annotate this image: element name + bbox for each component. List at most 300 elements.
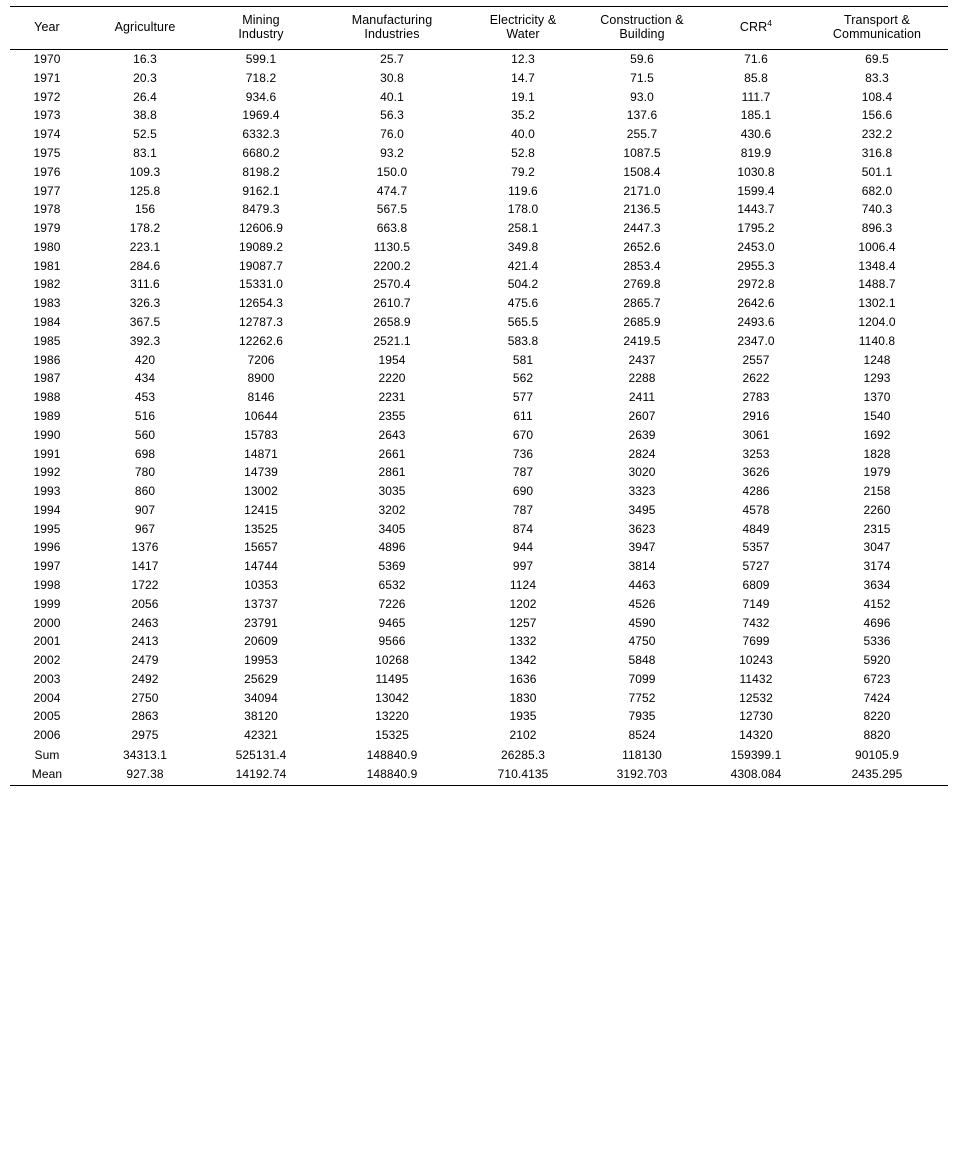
table-cell: 34313.1: [122, 747, 168, 762]
table-row: [10, 444, 948, 463]
table-cell: 567.5: [376, 202, 408, 217]
table-cell: 1332: [509, 634, 537, 649]
table-cell: 137.6: [626, 108, 658, 123]
table-cell: 185.1: [740, 108, 772, 123]
table-cell: 967: [134, 521, 156, 536]
table-row: [10, 332, 948, 351]
table-cell: 5848: [628, 653, 656, 668]
row-label: 1973: [33, 108, 61, 123]
table-cell: 12262.6: [238, 333, 284, 348]
column-header-2: [206, 7, 316, 50]
table-cell: 19.1: [511, 89, 535, 104]
table-cell: 16.3: [133, 52, 157, 67]
table-cell: 10243: [739, 653, 773, 668]
table-cell: 2521.1: [373, 333, 411, 348]
table-cell: 434: [134, 371, 156, 386]
column-header-line1: Electricity &: [489, 13, 557, 27]
table-row: [10, 88, 948, 107]
table-cell: 710.4135: [468, 765, 578, 786]
table-cell: 1342: [509, 653, 537, 668]
row-label: 1986: [33, 352, 61, 367]
table-cell: 907: [134, 502, 156, 517]
table-cell: 430.6: [740, 127, 772, 142]
table-cell: 118130: [622, 747, 662, 762]
table-cell: 670: [512, 427, 534, 442]
table-cell: 25629: [244, 671, 278, 686]
table-cell: 8524: [628, 728, 656, 743]
table-row: [10, 501, 948, 520]
table-cell: 392.3: [129, 333, 161, 348]
table-cell: 3634: [863, 577, 891, 592]
table-cell: 3495: [628, 502, 656, 517]
table-cell: 2955.3: [737, 258, 775, 273]
table-cell: 4750: [628, 634, 656, 649]
table-cell: 1302.1: [858, 296, 896, 311]
table-cell: 1030.8: [737, 164, 775, 179]
table-cell: 7149: [742, 596, 770, 611]
table-cell: 8479.3: [242, 202, 280, 217]
table-cell: 611: [513, 408, 533, 423]
table-cell: 3623: [628, 521, 656, 536]
table-cell: 2824: [628, 446, 656, 461]
table-row: [10, 632, 948, 651]
table-cell: 6332.3: [242, 127, 280, 142]
table-cell: 79.2: [511, 164, 535, 179]
table-cell: 1828: [863, 446, 891, 461]
table-cell: 3814: [628, 559, 656, 574]
row-label: Mean: [10, 765, 84, 786]
table-cell: 12787.3: [238, 315, 284, 330]
table-row: [10, 275, 948, 294]
table-cell: 13737: [244, 596, 278, 611]
table-row: [10, 557, 948, 576]
table-cell: 10268: [375, 653, 409, 668]
column-header-line1: Manufacturing: [351, 13, 433, 27]
table-cell: 682.0: [861, 183, 893, 198]
table-cell: 1130.5: [373, 239, 411, 254]
table-cell: 3253: [742, 446, 770, 461]
table-cell: 8820: [863, 728, 891, 743]
table-cell: 7206: [247, 352, 275, 367]
table-cell: 34094: [244, 690, 278, 705]
table-cell: 4526: [628, 596, 656, 611]
table-cell: 577: [512, 390, 534, 405]
table-cell: 93.2: [380, 146, 404, 160]
table-cell: 1722: [131, 577, 159, 592]
table-cell: 4849: [742, 521, 770, 536]
table-row: [10, 351, 948, 370]
table-cell: 1087.5: [623, 146, 661, 160]
table-cell: 9465: [378, 615, 406, 630]
table-cell: 944: [512, 540, 534, 555]
table-cell: 8220: [863, 709, 891, 724]
table-cell: 178.0: [507, 202, 539, 217]
table-cell: 2447.3: [623, 221, 661, 236]
row-label: 1997: [33, 559, 61, 574]
table-cell: 7099: [628, 671, 656, 686]
table-cell: 2652.6: [623, 239, 661, 254]
table-cell: 1202: [509, 596, 537, 611]
row-label: 1975: [33, 146, 61, 160]
table-cell: 2769.8: [623, 277, 661, 292]
table-cell: 232.2: [861, 127, 893, 142]
table-cell: 19087.7: [238, 258, 284, 273]
table-cell: 3202: [378, 502, 406, 517]
table-cell: 1935: [509, 709, 537, 724]
table-cell: 52.8: [511, 146, 535, 160]
row-label: 1979: [33, 221, 61, 236]
row-label: 1971: [33, 70, 61, 85]
table-cell: 3174: [863, 559, 891, 574]
table-cell: 23791: [244, 615, 278, 630]
table-cell: 9162.1: [242, 183, 280, 198]
table-row: [10, 595, 948, 614]
column-header-line1: Year: [34, 20, 60, 34]
table-row: [10, 313, 948, 332]
table-cell: 71.6: [744, 52, 768, 67]
table-cell: 581: [512, 352, 534, 367]
table-cell: 26.4: [133, 89, 157, 104]
table-row: [10, 125, 948, 144]
table-cell: 583.8: [507, 333, 539, 348]
table-row: [10, 689, 948, 708]
table-cell: 90105.9: [854, 747, 900, 762]
table-cell: 83.1: [133, 146, 157, 160]
row-label: 1985: [33, 333, 61, 348]
table-cell: 6723: [863, 671, 891, 686]
table-cell: 7935: [628, 709, 656, 724]
table-cell: 14320: [739, 728, 773, 743]
table-cell: 504.2: [507, 277, 539, 292]
table-cell: 2435.295: [806, 765, 948, 786]
table-cell: 3323: [628, 484, 656, 499]
table-cell: 2783: [742, 390, 770, 405]
table-cell: 4286: [742, 484, 770, 499]
table-cell: 59.6: [630, 52, 654, 67]
row-label: 1996: [33, 540, 61, 555]
table-cell: 12730: [739, 709, 773, 724]
table-row: [10, 576, 948, 595]
table-cell: 108.4: [861, 89, 893, 104]
table-cell: 2056: [131, 596, 159, 611]
table-cell: 11432: [739, 671, 773, 686]
table-cell: 475.6: [507, 296, 539, 311]
table-cell: 1692: [863, 427, 891, 442]
column-header-line2: Industries: [364, 27, 420, 41]
table-cell: 11495: [375, 671, 409, 686]
table-cell: 7699: [742, 634, 770, 649]
table-row: [10, 407, 948, 426]
table-cell: 13002: [244, 484, 278, 499]
table-cell: 3405: [378, 521, 406, 536]
table-cell: 5357: [742, 540, 770, 555]
column-header-line1: Construction &: [600, 13, 684, 27]
table-cell: 2972.8: [737, 277, 775, 292]
row-label: 2003: [33, 671, 61, 686]
table-cell: 718.2: [245, 70, 277, 85]
row-label: 1988: [33, 390, 61, 405]
table-cell: 4308.084: [706, 765, 806, 786]
row-label: 1989: [33, 408, 61, 423]
table-cell: 311.6: [130, 277, 160, 292]
row-label: 1992: [33, 465, 61, 480]
table-cell: 13525: [244, 521, 278, 536]
column-header-7: [806, 7, 948, 50]
table-row: [10, 388, 948, 407]
table-cell: 1969.4: [242, 108, 280, 123]
table-cell: 740.3: [861, 202, 893, 217]
table-cell: 3947: [628, 540, 656, 555]
row-label: 1972: [33, 89, 61, 104]
table-cell: 56.3: [380, 108, 404, 123]
table-cell: 69.5: [865, 52, 889, 67]
table-cell: 3192.703: [578, 765, 706, 786]
row-label: 2004: [33, 690, 61, 705]
table-cell: 453: [134, 390, 156, 405]
table-cell: 7432: [742, 615, 770, 630]
table-cell: 874: [512, 521, 534, 536]
table-cell: 148840.9: [366, 747, 418, 762]
column-header-line1: Agriculture: [114, 20, 176, 34]
row-label: 1987: [33, 371, 61, 386]
table-cell: 12.3: [511, 52, 535, 67]
table-cell: 1540: [863, 408, 891, 423]
table-cell: 83.3: [865, 70, 889, 85]
row-label: 1976: [33, 164, 61, 179]
table-cell: 2479: [131, 653, 159, 668]
table-cell: 119.6: [508, 183, 538, 198]
table-cell: 8146: [247, 390, 275, 405]
table-cell: 1140.8: [858, 333, 896, 348]
table-cell: 40.1: [380, 89, 404, 104]
table-row: [10, 369, 948, 388]
table-row: [10, 707, 948, 726]
table-row: [10, 613, 948, 632]
table-cell: 5336: [863, 634, 891, 649]
table-cell: 2158: [863, 484, 891, 499]
table-cell: 26285.3: [500, 747, 546, 762]
table-cell: 1443.7: [737, 202, 775, 217]
table-cell: 1348.4: [858, 258, 896, 273]
table-row: [10, 69, 948, 88]
table-row: [10, 651, 948, 670]
table-cell: 349.8: [507, 239, 539, 254]
table-cell: 4152: [863, 596, 891, 611]
table-cell: 1636: [509, 671, 537, 686]
table-cell: 14739: [244, 465, 278, 480]
table-cell: 15657: [244, 540, 278, 555]
table-row: [10, 426, 948, 445]
table-cell: 736: [512, 446, 534, 461]
table-cell: 156.6: [861, 108, 893, 123]
column-header-line1: CRR$^4$: [739, 17, 773, 34]
table-cell: 10353: [244, 577, 278, 592]
statistics-table: [10, 6, 948, 786]
table-cell: 14871: [244, 446, 278, 461]
table-cell: 7424: [863, 690, 891, 705]
table-cell: 1257: [509, 615, 537, 630]
table-cell: 1488.7: [858, 277, 896, 292]
table-cell: 5369: [378, 559, 406, 574]
table-cell: 10644: [244, 408, 278, 423]
table-cell: 1508.4: [623, 164, 661, 179]
table-cell: 42321: [244, 728, 278, 743]
table-cell: 2642.6: [737, 296, 775, 311]
table-cell: 14192.74: [206, 765, 316, 786]
table-cell: 2750: [131, 690, 159, 705]
table-cell: 2853.4: [623, 258, 661, 273]
table-cell: 1954: [378, 352, 406, 367]
table-cell: 14744: [244, 559, 278, 574]
table-cell: 93.0: [630, 89, 654, 104]
table-cell: 2260: [863, 502, 891, 517]
table-cell: 15325: [375, 728, 409, 743]
row-label: 1978: [33, 202, 61, 217]
table-cell: 8198.2: [242, 164, 280, 179]
table-cell: 2863: [131, 709, 159, 724]
table-cell: 2136.5: [623, 202, 661, 217]
table-cell: 3047: [863, 540, 891, 555]
table-cell: 2861: [378, 465, 406, 480]
row-label: 1990: [33, 427, 61, 442]
table-cell: 3061: [742, 427, 770, 442]
table-cell: 1204.0: [858, 315, 896, 330]
table-cell: 316.8: [861, 146, 893, 160]
row-label: 2001: [33, 634, 61, 649]
table-cell: 7752: [628, 690, 656, 705]
table-row: [10, 238, 948, 257]
column-header-line2: Industry: [238, 27, 284, 41]
row-label: 2005: [33, 709, 61, 724]
table-cell: 927.38: [84, 765, 206, 786]
table-cell: 819.9: [740, 146, 772, 160]
table-cell: 2975: [131, 728, 159, 743]
column-header-5: [578, 7, 706, 50]
table-cell: 125.8: [129, 183, 161, 198]
table-cell: 474.7: [376, 183, 408, 198]
row-label: 1981: [33, 258, 61, 273]
column-header-4: [468, 7, 578, 50]
table-row: [10, 200, 948, 219]
table-row: [10, 181, 948, 200]
table-cell: 2639: [628, 427, 656, 442]
table-row: [10, 257, 948, 276]
footnote-marker: 4: [767, 17, 773, 28]
table-cell: 6532: [378, 577, 406, 592]
table-cell: 2200.2: [373, 258, 411, 273]
column-header-3: [316, 7, 468, 50]
table-cell: 255.7: [626, 127, 658, 142]
table-cell: 15331.0: [238, 277, 284, 292]
table-cell: 2419.5: [623, 333, 661, 348]
row-label: 1977: [33, 183, 61, 198]
table-cell: 1376: [131, 540, 159, 555]
table-cell: 258.1: [507, 221, 539, 236]
table-row: [10, 765, 948, 786]
table-cell: 1979: [863, 465, 891, 480]
table-cell: 4696: [863, 615, 891, 630]
table-cell: 2220: [378, 371, 406, 386]
table-cell: 156: [134, 202, 156, 217]
table-cell: 1006.4: [858, 239, 896, 254]
table-cell: 565.5: [507, 315, 539, 330]
table-cell: 19953: [244, 653, 278, 668]
column-header-line1: Transport &: [844, 13, 910, 27]
row-label: Sum: [34, 747, 60, 762]
column-header-line2: Water: [506, 27, 540, 41]
table-cell: 2557: [742, 352, 770, 367]
table-cell: 52.5: [133, 127, 157, 142]
table-cell: 780: [134, 465, 156, 480]
row-label: 2002: [33, 653, 61, 668]
table-cell: 2288: [628, 371, 656, 386]
table-cell: 148840.9: [316, 765, 468, 786]
table-cell: 1830: [509, 690, 537, 705]
table-cell: 2102: [509, 728, 537, 743]
table-cell: 562: [512, 371, 534, 386]
row-label: 1974: [33, 127, 61, 142]
table-cell: 12415: [244, 502, 278, 517]
table-cell: 76.0: [380, 127, 404, 142]
table-row: [10, 163, 948, 182]
row-label: 1970: [33, 52, 61, 67]
table-cell: 2413: [131, 634, 159, 649]
table-cell: 6680.2: [242, 146, 280, 160]
table-cell: 2171.0: [623, 183, 661, 198]
table-cell: 860: [134, 484, 156, 499]
table-cell: 284.6: [129, 258, 161, 273]
table-cell: 2437: [628, 352, 656, 367]
table-cell: 787: [512, 502, 534, 517]
table-row: [10, 463, 948, 482]
table-cell: 2865.7: [623, 296, 661, 311]
table-cell: 20609: [244, 634, 278, 649]
table-row: [10, 106, 948, 125]
row-label: 1980: [33, 239, 61, 254]
table-cell: 15783: [244, 427, 278, 442]
table-cell: 111.7: [741, 89, 771, 104]
table-cell: 223.1: [129, 239, 161, 254]
table-cell: 109.3: [129, 164, 161, 179]
table-cell: 1370: [863, 390, 891, 405]
table-cell: 20.3: [133, 70, 157, 85]
row-label: 1982: [33, 277, 61, 292]
table-cell: 326.3: [129, 296, 161, 311]
table-row: [10, 482, 948, 501]
header-row: [10, 7, 948, 50]
table-cell: 3626: [742, 465, 770, 480]
table-cell: 40.0: [511, 127, 535, 142]
table-cell: 178.2: [129, 221, 161, 236]
table-cell: 14.7: [511, 70, 535, 85]
table-cell: 560: [134, 427, 156, 442]
table-cell: 2607: [628, 408, 656, 423]
table-cell: 6809: [742, 577, 770, 592]
table-cell: 2492: [131, 671, 159, 686]
row-label: 2000: [33, 615, 61, 630]
row-label: 2006: [33, 728, 61, 743]
table-cell: 1248: [863, 352, 891, 367]
row-label: 1983: [33, 296, 61, 311]
table-cell: 25.7: [380, 52, 404, 67]
table-cell: 3020: [628, 465, 656, 480]
table-cell: 501.1: [861, 164, 893, 179]
table-cell: 85.8: [744, 70, 768, 85]
table-cell: 2643: [378, 427, 406, 442]
table-row: [10, 520, 948, 539]
table-cell: 516: [134, 408, 156, 423]
table-cell: 9566: [378, 634, 406, 649]
